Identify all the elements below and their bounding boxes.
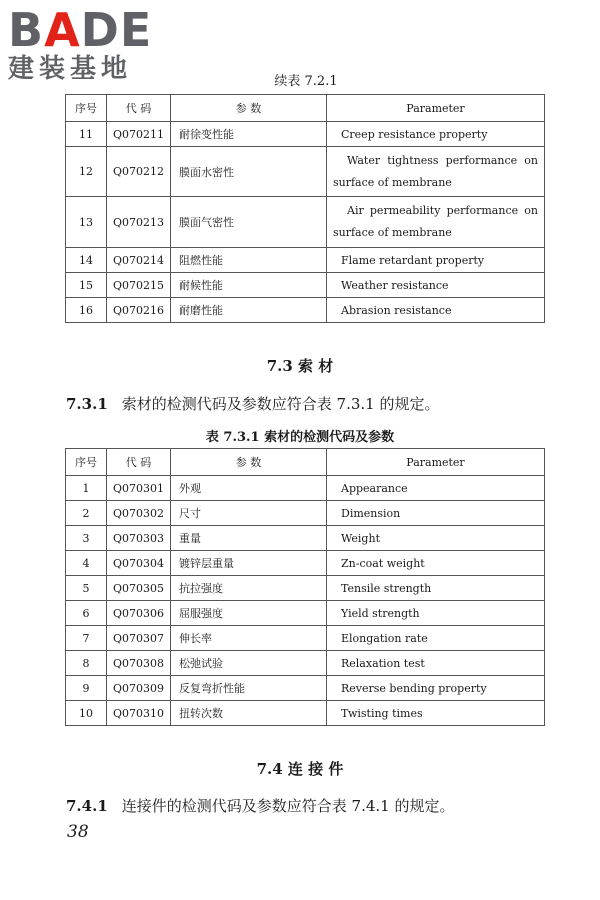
header-code: 代 码	[107, 95, 171, 122]
cell-serial: 7	[66, 626, 107, 651]
page-number: 38	[67, 822, 89, 842]
table-7-2-1-continued	[65, 94, 545, 323]
logo-wordmark-text: BADE	[8, 3, 153, 57]
cell-param-cn: 耐候性能	[171, 273, 327, 298]
cell-serial: 6	[66, 601, 107, 626]
cell-serial: 16	[66, 298, 107, 323]
clause-text: 索材的检测代码及参数应符合表 7.3.1 的规定。	[121, 395, 440, 413]
cell-code: Q070301	[107, 476, 171, 501]
cell-param-cn: 尺寸	[171, 501, 327, 526]
cell-param-en: Tensile strength	[327, 576, 545, 601]
cell-param-cn: 重量	[171, 526, 327, 551]
cell-code: Q070304	[107, 551, 171, 576]
section-heading-7-3: 7.3 索 材	[266, 357, 334, 375]
table-row	[66, 526, 545, 551]
cell-param-cn: 镀锌层重量	[171, 551, 327, 576]
cell-param-en: Yield strength	[327, 601, 545, 626]
cell-param-cn: 膜面水密性	[171, 147, 327, 197]
header-parameter-en: Parameter	[327, 449, 545, 476]
cell-param-cn: 膜面气密性	[171, 197, 327, 248]
clause-number: 7.3.1	[66, 395, 108, 413]
cell-serial: 8	[66, 651, 107, 676]
cell-serial: 15	[66, 273, 107, 298]
cell-param-en: Air permeability performance on surface of membrane	[327, 197, 545, 248]
table-row	[66, 601, 545, 626]
cell-serial: 14	[66, 248, 107, 273]
cell-code: Q070215	[107, 273, 171, 298]
table-row	[66, 651, 545, 676]
table-row	[66, 701, 545, 726]
clause-text: 连接件的检测代码及参数应符合表 7.4.1 的规定。	[121, 797, 455, 815]
table-row	[66, 626, 545, 651]
cell-param-en: Creep resistance property	[327, 122, 545, 147]
cell-code: Q070213	[107, 197, 171, 248]
cell-serial: 2	[66, 501, 107, 526]
cell-code: Q070305	[107, 576, 171, 601]
cell-code: Q070211	[107, 122, 171, 147]
cell-serial: 11	[66, 122, 107, 147]
logo-chinese: 建装基地	[8, 54, 133, 84]
cell-code: Q070309	[107, 676, 171, 701]
cell-param-cn: 阻燃性能	[171, 248, 327, 273]
table-row	[66, 298, 545, 323]
cell-param-cn: 伸长率	[171, 626, 327, 651]
cell-param-en: Abrasion resistance	[327, 298, 545, 323]
table-7-3-1	[65, 448, 545, 726]
cell-param-en: Twisting times	[327, 701, 545, 726]
header-serial: 序号	[66, 449, 107, 476]
cell-param-en: Zn-coat weight	[327, 551, 545, 576]
cell-serial: 10	[66, 701, 107, 726]
cell-code: Q070308	[107, 651, 171, 676]
cell-param-cn: 外观	[171, 476, 327, 501]
table-row	[66, 551, 545, 576]
cell-param-en: Reverse bending property	[327, 676, 545, 701]
clause-7-3-1	[66, 393, 439, 414]
cell-param-cn: 反复弯折性能	[171, 676, 327, 701]
clause-7-4-1	[66, 795, 454, 816]
cell-code: Q070212	[107, 147, 171, 197]
cell-param-cn: 松弛试验	[171, 651, 327, 676]
table-row	[66, 501, 545, 526]
cell-code: Q070303	[107, 526, 171, 551]
table2-caption: 表 7.3.1 索材的检测代码及参数	[205, 430, 395, 445]
table-row	[66, 197, 545, 248]
cell-code: Q070306	[107, 601, 171, 626]
cell-serial: 5	[66, 576, 107, 601]
cell-param-en: Dimension	[327, 501, 545, 526]
table-row	[66, 248, 545, 273]
section-heading-7-4: 7.4 连 接 件	[256, 760, 344, 778]
logo-wordmark	[8, 3, 178, 57]
table1-caption: 续表 7.2.1	[274, 74, 338, 89]
cell-param-en: Elongation rate	[327, 626, 545, 651]
cell-param-en: Weather resistance	[327, 273, 545, 298]
cell-code: Q070310	[107, 701, 171, 726]
cell-param-cn: 屈服强度	[171, 601, 327, 626]
table-row	[66, 576, 545, 601]
clause-number: 7.4.1	[66, 797, 108, 815]
cell-serial: 1	[66, 476, 107, 501]
cell-param-en: Flame retardant property	[327, 248, 545, 273]
cell-param-en: Water tightness performance on surface of membrane	[327, 147, 545, 197]
cell-param-cn: 扭转次数	[171, 701, 327, 726]
cell-param-cn: 抗拉强度	[171, 576, 327, 601]
header-parameter-cn: 参 数	[171, 449, 327, 476]
table-row	[66, 676, 545, 701]
cell-serial: 12	[66, 147, 107, 197]
cell-serial: 4	[66, 551, 107, 576]
cell-code: Q070302	[107, 501, 171, 526]
table-row	[66, 273, 545, 298]
cell-code: Q070216	[107, 298, 171, 323]
header-parameter-cn: 参 数	[171, 95, 327, 122]
cell-param-en: Relaxation test	[327, 651, 545, 676]
cell-serial: 3	[66, 526, 107, 551]
cell-param-en: Appearance	[327, 476, 545, 501]
cell-param-en: Weight	[327, 526, 545, 551]
header-parameter-en: Parameter	[327, 95, 545, 122]
cell-serial: 13	[66, 197, 107, 248]
table-row	[66, 476, 545, 501]
cell-code: Q070214	[107, 248, 171, 273]
table-row	[66, 147, 545, 197]
cell-code: Q070307	[107, 626, 171, 651]
cell-param-cn: 耐徐变性能	[171, 122, 327, 147]
cell-param-cn: 耐磨性能	[171, 298, 327, 323]
header-serial: 序号	[66, 95, 107, 122]
header-code: 代 码	[107, 449, 171, 476]
cell-serial: 9	[66, 676, 107, 701]
table-row	[66, 122, 545, 147]
